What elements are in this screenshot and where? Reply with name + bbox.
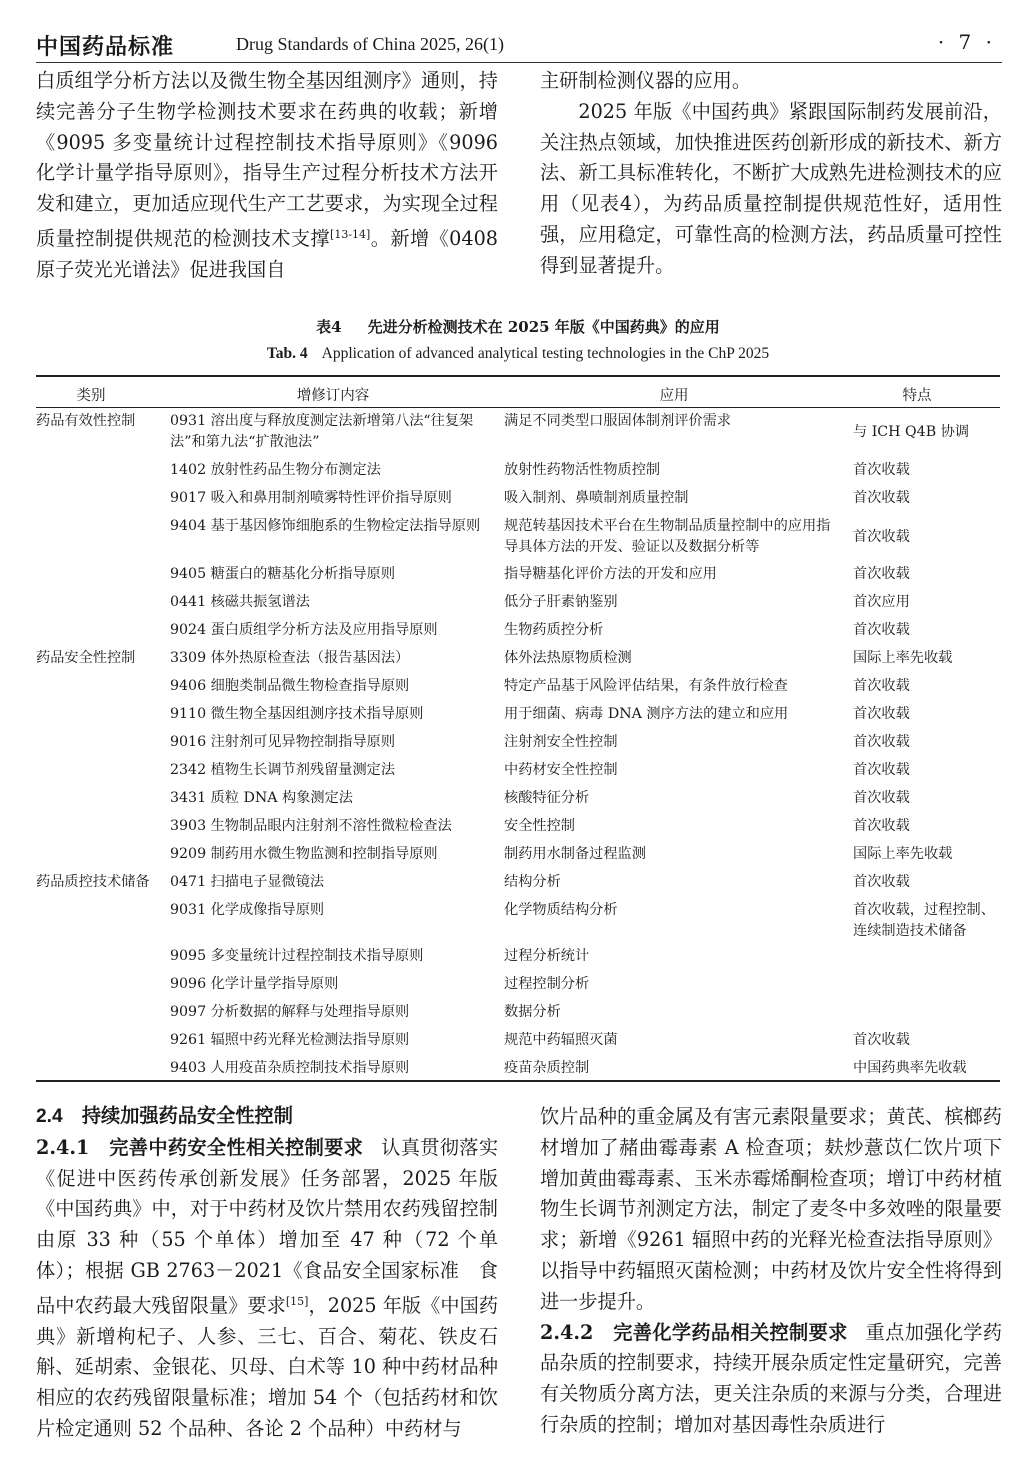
table-cell-application: 规范中药辐照灭菌 [504, 1032, 618, 1048]
table-cell-feature: 首次收载 [853, 734, 910, 750]
table-cell-content: 9095 多变量统计过程控制技术指导原则 [170, 948, 424, 964]
subsection-heading: 2.4.1 完善中药安全性相关控制要求 [36, 1135, 364, 1159]
table-label-en: Tab. 4 [266, 345, 308, 362]
left-column-top [36, 66, 498, 286]
table-header-cell: 应用 [659, 388, 689, 404]
table-cell-content: 3309 体外热原检查法（报告基因法） [170, 650, 410, 666]
table-cell-application: 指导糖基化评价方法的开发和应用 [504, 566, 717, 582]
table-cell-content: 9097 分析数据的解释与处理指导原则 [170, 1004, 410, 1020]
page-number: · 7 · [937, 30, 996, 54]
table-cell-application: 放射性药物活性物质控制 [504, 462, 661, 478]
table-cell-application: 过程控制分析 [504, 976, 590, 992]
table-cell-application: 用于细菌、病毒 DNA 测序方法的建立和应用 [504, 706, 789, 722]
table-cell-feature: 首次收载 [853, 762, 910, 778]
table-cell-feature: 首次收载 [853, 818, 910, 834]
table-cell-feature: 首次收载 [853, 490, 910, 506]
table-cell-application: 核酸特征分析 [504, 790, 590, 806]
citation: [15] [285, 1294, 309, 1308]
table-cell-feature: 首次收载 [853, 1032, 910, 1048]
table-cell-feature: 首次收载 [853, 529, 910, 545]
table-top-rule [36, 375, 1000, 377]
table-cell-content: 3903 生物制品眼内注射剂不溶性微粒检查法 [170, 818, 452, 834]
table-header-cell: 特点 [902, 388, 932, 404]
table-cell-application: 疫苗杂质控制 [504, 1060, 590, 1076]
table-header-cell: 类别 [76, 388, 106, 404]
table-cell-content: 9017 吸入和鼻用制剂喷雾特性评价指导原则 [170, 490, 452, 506]
table-header-rule [36, 407, 1000, 408]
table-cell-content: 9024 蛋白质组学分析方法及应用指导原则 [170, 622, 438, 638]
table-label-cn: 表4 [316, 318, 342, 336]
table-cell-content: 9096 化学计量学指导原则 [170, 976, 339, 992]
table-cell-content: 9031 化学成像指导原则 [170, 902, 325, 918]
table-cell-content: 2342 植物生长调节剂残留量测定法 [170, 762, 396, 778]
table-cell-content: 9404 基于基因修饰细胞系的生物检定法指导原则 [170, 518, 481, 534]
table-cell-feature: 国际上率先收载 [853, 846, 953, 862]
paragraph-end: 主研制检测仪器的应用。 [540, 69, 752, 92]
table-cell-category: 药品质控技术储备 [36, 874, 150, 890]
right-column-bottom [540, 1102, 1002, 1441]
table-cell-content: 0931 溶出度与释放度测定法新增第八法“往复架法”和第九法“扩散池法” [170, 413, 474, 450]
table-cell-application: 注射剂安全性控制 [504, 734, 618, 750]
table-cell-content: 9261 辐照中药光释光检测法指导原则 [170, 1032, 410, 1048]
table-cell-content: 9405 糖蛋白的糖基化分析指导原则 [170, 566, 396, 582]
journal-name-en: Drug Standards of China 2025, 26(1) [236, 34, 504, 54]
table-cell-feature: 与 ICH Q4B 协调 [853, 424, 970, 440]
table-cell-feature: 首次应用 [853, 594, 910, 610]
paragraph: 饮片品种的重金属及有害元素限量要求；黄芪、槟榔药材增加了赭曲霉毒素 A 检查项；麸炒薏苡仁饮片项下增加黄曲霉毒素、玉米赤霉烯酮检查项；增订中药材植物生长调节剂测定方法，制定了麦冬中多效唑的限量要求；新增《9261 辐照中药的光释光检查法指导原则》以指导中药辐照灭菌检测；中药材及饮片安全性将得到进一步提升。 [540, 1105, 1002, 1313]
paragraph [36, 1133, 498, 1445]
table-cell-category: 药品有效性控制 [36, 413, 136, 429]
table-cell-application: 数据分析 [504, 1004, 561, 1020]
table-bottom-rule [36, 1080, 1000, 1082]
table-cell-application: 特定产品基于风险评估结果，有条件放行检查 [504, 678, 788, 694]
paragraph [36, 66, 498, 286]
table-cell-feature: 首次收载 [853, 706, 910, 722]
table-cell-feature: 首次收载 [853, 462, 910, 478]
table-cell-application: 低分子肝素钠鉴别 [504, 594, 618, 610]
table-cell-feature: 首次收载 [853, 566, 910, 582]
table-cell-feature: 首次收载 [853, 790, 910, 806]
subsection-heading: 2.4.2 完善化学药品相关控制要求 [540, 1320, 848, 1344]
table-cell-feature: 首次收载 [853, 874, 910, 890]
table-cell-feature: 首次收载 [853, 678, 910, 694]
right-column-top [540, 66, 1002, 282]
table-cell-application: 制药用水制备过程监测 [504, 846, 646, 862]
paragraph-text: 重点加强化学药品杂质的控制要求，持续开展杂质定性定量研究，完善有关物质分离方法，更关注杂质的来源与分类，合理进行杂质的控制；增加对基因毒性杂质进行 [540, 1320, 1003, 1436]
table-caption-en [0, 345, 1036, 363]
journal-header [36, 28, 1002, 63]
table-title-en: Application of advanced analytical testing technologies in the ChP 2025 [321, 345, 770, 362]
table-cell-feature: 首次收载 [853, 622, 910, 638]
citation: [13-14] [330, 227, 371, 241]
table-cell-feature: 首次收载，过程控制、连续制造技术储备 [853, 902, 995, 939]
table-cell-content: 9016 注射剂可见异物控制指导原则 [170, 734, 396, 750]
table-cell-application: 吸入制剂、鼻喷制剂质量控制 [504, 490, 689, 506]
table-cell-application: 安全性控制 [504, 818, 575, 834]
table-cell-content: 9406 细胞类制品微生物检查指导原则 [170, 678, 410, 694]
table-cell-application: 生物药质控分析 [504, 622, 604, 638]
paragraph [540, 1318, 1002, 1441]
journal-name-cn: 中国药品标准 [36, 34, 175, 60]
table-cell-application: 过程分析统计 [504, 948, 590, 964]
table-cell-application: 结构分析 [504, 874, 561, 890]
paragraph-text: ，2025 年版《中国药典》新增枸杞子、人参、三七、百合、菊花、铁皮石斛、延胡索、金银花、贝母、白术等 10 种中药材品种相应的农药残留限量标准；增加 54 个（包括药材和饮片检定通则 52 个品种、各论 2 个品种）中药材与 [36, 1293, 499, 1440]
table-cell-content: 3431 质粒 DNA 构象测定法 [170, 790, 353, 806]
table-cell-application: 规范转基因技术平台在生物制品质量控制中的应用指导具体方法的开发、验证以及数据分析等 [504, 518, 831, 555]
table-cell-application: 满足不同类型口服固体制剂评价需求 [504, 413, 732, 429]
table-cell-feature: 国际上率先收载 [853, 650, 953, 666]
paragraph-text: 认真贯彻落实《促进中医药传承创新发展》任务部署，2025 年版《中国药典》中，对于中药材及饮片禁用农药残留控制由原 33 种（55 个单体）增加至 47 种（72 个单体）；根据 GB 2763－2021《食品安全国家标准 食品中农药最大残留限量》要求 [36, 1135, 499, 1317]
table-cell-content: 9110 微生物全基因组测序技术指导原则 [170, 706, 424, 722]
paragraph: 2025 年版《中国药典》紧跟国际制药发展前沿，关注热点领域，加快推进医药创新形成的新技术、新方法、新工具标准转化，不断扩大成熟先进检测技术的应用（见表4），为药品质量控制提供规范性好，适用性强，应用稳定，可靠性高的检测方法，药品质量可控性得到显著提升。 [540, 99, 1002, 277]
table-cell-category: 药品安全性控制 [36, 650, 136, 666]
section-heading: 2.4 持续加强药品安全性控制 [36, 1106, 293, 1127]
table-cell-content: 0471 扫描电子显微镜法 [170, 874, 325, 890]
left-column-bottom [36, 1102, 498, 1445]
table-cell-content: 0441 核磁共振氢谱法 [170, 594, 310, 610]
table-cell-application: 体外法热原物质检测 [504, 650, 632, 666]
table-cell-content: 9209 制药用水微生物监测和控制指导原则 [170, 846, 438, 862]
table-cell-feature: 中国药典率先收载 [853, 1060, 967, 1076]
paragraph-text: 白质组学分析方法以及微生物全基因组测序》通则，持续完善分子生物学检测技术要求在药典的收载；新增《9095 多变量统计过程控制技术指导原则》《9096 化学计量学指导原则》，指导生产过程分析技术方法开发和建立，更加适应现代生产工艺要求，为实现全过程质量控制提供规范的检测技术支撑 [36, 69, 498, 250]
table-header-cell: 增修订内容 [296, 388, 370, 404]
table-caption-cn [0, 316, 1036, 337]
table-cell-application: 化学物质结构分析 [504, 902, 618, 918]
table-cell-content: 1402 放射性药品生物分布测定法 [170, 462, 381, 478]
paragraph-text: 。新增《0408 原子荧光光谱法》促进我国自 [36, 226, 498, 281]
table-cell-content: 9403 人用疫苗杂质控制技术指导原则 [170, 1060, 410, 1076]
table-title-cn: 先进分析检测技术在 2025 年版《中国药典》的应用 [367, 318, 720, 336]
table-cell-application: 中药材安全性控制 [504, 762, 618, 778]
